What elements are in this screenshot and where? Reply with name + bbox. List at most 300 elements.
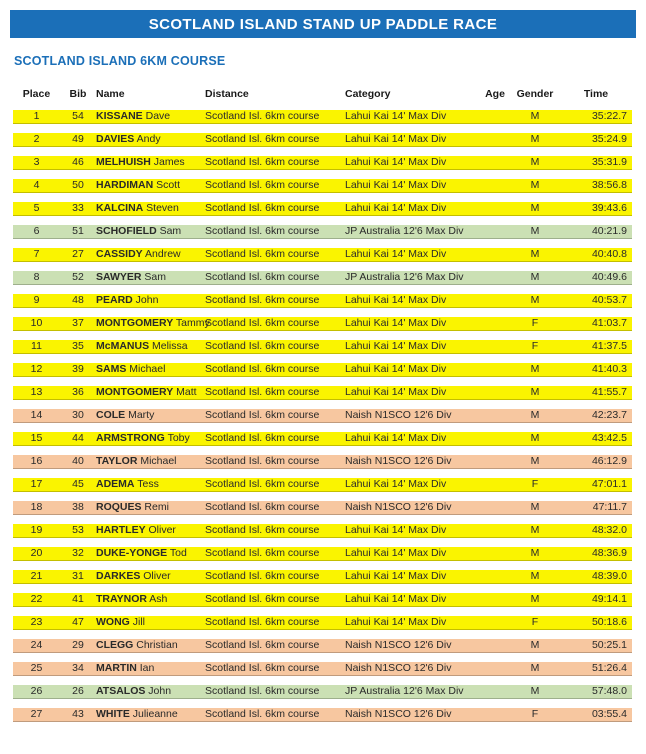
surname: DAVIES — [96, 133, 135, 145]
table-row — [13, 685, 632, 699]
name-cell — [96, 386, 205, 399]
category-cell: Lahui Kai 14' Max Div — [345, 294, 447, 306]
firstname: Tammy — [173, 317, 210, 329]
distance-cell: Scotland Isl. 6km course — [205, 547, 320, 559]
table-row — [13, 179, 632, 193]
distance-cell: Scotland Isl. 6km course — [205, 501, 320, 513]
firstname: Jill — [129, 616, 145, 628]
table-row — [13, 225, 632, 239]
name-cell — [96, 248, 205, 261]
surname: PEARD — [96, 294, 133, 306]
table-row — [13, 593, 632, 607]
bib-cell: 32 — [72, 547, 84, 559]
firstname: Michael — [126, 363, 166, 375]
name-cell — [96, 363, 205, 376]
age-cell — [480, 225, 510, 238]
category-cell: Naish N1SCO 12'6 Div — [345, 708, 452, 720]
place-cell: 21 — [30, 570, 43, 582]
gender-cell: M — [530, 133, 540, 145]
table-row — [13, 616, 632, 630]
firstname: John — [145, 685, 172, 697]
bib-cell: 29 — [72, 639, 84, 651]
gender-cell: M — [530, 685, 540, 697]
category-cell: Lahui Kai 14' Max Div — [345, 478, 447, 490]
name-cell — [96, 455, 205, 468]
firstname: Michael — [137, 455, 177, 467]
place-cell: 22 — [30, 593, 43, 605]
name-cell — [96, 570, 205, 583]
surname: ROQUES — [96, 501, 142, 513]
category-cell: Lahui Kai 14' Max Div — [345, 432, 447, 444]
gender-cell: M — [530, 225, 540, 237]
race-title-bar — [10, 10, 636, 38]
table-row — [13, 294, 632, 308]
firstname: Oliver — [145, 524, 176, 536]
time-cell: 57:48.0 — [591, 685, 627, 697]
place-cell: 18 — [30, 501, 43, 513]
table-row — [13, 133, 632, 147]
surname: WHITE — [96, 708, 130, 720]
surname: McMANUS — [96, 340, 150, 352]
time-cell: 35:24.9 — [591, 133, 627, 145]
name-cell — [96, 271, 205, 284]
time-cell: 42:23.7 — [591, 409, 627, 421]
bib-cell: 26 — [72, 685, 84, 697]
name-cell — [96, 478, 205, 491]
firstname: Tod — [167, 547, 187, 559]
table-row — [13, 363, 632, 377]
bib-cell: 39 — [72, 363, 84, 375]
firstname: Oliver — [140, 570, 171, 582]
time-cell: 48:39.0 — [591, 570, 627, 582]
table-row — [13, 386, 632, 400]
table-row — [13, 662, 632, 676]
place-cell: 15 — [30, 432, 43, 444]
time-cell: 40:21.9 — [591, 225, 627, 237]
gender-cell: M — [530, 179, 540, 191]
gender-cell: M — [530, 271, 540, 283]
name-cell — [96, 225, 205, 238]
table-row — [13, 547, 632, 561]
firstname: Tess — [134, 478, 159, 490]
bib-cell: 36 — [72, 386, 84, 398]
category-cell: Naish N1SCO 12'6 Div — [345, 662, 452, 674]
age-cell — [480, 179, 510, 192]
time-cell: 46:12.9 — [591, 455, 627, 467]
place-cell: 27 — [30, 708, 43, 720]
surname: KALCINA — [96, 202, 144, 214]
name-cell — [96, 501, 205, 514]
column-header-name: Name — [96, 88, 125, 100]
place-cell: 11 — [31, 340, 42, 352]
table-row — [13, 570, 632, 584]
table-row — [13, 524, 632, 538]
bib-cell: 35 — [72, 340, 84, 352]
surname: TAYLOR — [96, 455, 138, 467]
distance-cell: Scotland Isl. 6km course — [205, 156, 320, 168]
bib-cell: 33 — [72, 202, 84, 214]
time-cell: 41:55.7 — [591, 386, 627, 398]
bib-cell: 34 — [72, 662, 84, 674]
name-cell — [96, 317, 210, 330]
gender-cell: M — [530, 409, 540, 421]
distance-cell: Scotland Isl. 6km course — [205, 179, 320, 191]
surname: HARDIMAN — [96, 179, 154, 191]
name-cell — [96, 593, 205, 606]
category-cell: Naish N1SCO 12'6 Div — [345, 455, 452, 467]
table-row — [13, 455, 632, 469]
bib-cell: 45 — [72, 478, 84, 490]
category-cell: Lahui Kai 14' Max Div — [345, 363, 447, 375]
bib-cell: 54 — [72, 110, 84, 122]
distance-cell: Scotland Isl. 6km course — [205, 593, 320, 605]
category-cell: Lahui Kai 14' Max Div — [345, 386, 447, 398]
place-cell: 2 — [33, 133, 40, 145]
firstname: Scott — [153, 179, 181, 191]
table-header-row — [13, 86, 632, 102]
place-cell: 14 — [30, 409, 43, 421]
firstname: Marty — [125, 409, 155, 421]
firstname: Sam — [141, 271, 167, 283]
distance-cell: Scotland Isl. 6km course — [205, 340, 320, 352]
distance-cell: Scotland Isl. 6km course — [205, 386, 320, 398]
table-row — [13, 708, 632, 722]
place-cell: 17 — [30, 478, 43, 490]
bib-cell: 27 — [72, 248, 84, 260]
column-header-distance: Distance — [205, 88, 249, 100]
bib-cell: 53 — [72, 524, 84, 536]
time-cell: 03:55.4 — [591, 708, 627, 720]
gender-cell: M — [530, 363, 540, 375]
age-cell — [480, 409, 510, 422]
bib-cell: 37 — [72, 317, 84, 329]
gender-cell: M — [530, 432, 540, 444]
firstname: Andy — [134, 133, 161, 145]
table-row — [13, 409, 632, 423]
surname: ARMSTRONG — [96, 432, 165, 444]
bib-cell: 49 — [72, 133, 84, 145]
place-cell: 26 — [30, 685, 43, 697]
gender-cell: F — [531, 478, 539, 490]
time-cell: 50:25.1 — [591, 639, 627, 651]
age-cell — [480, 340, 510, 353]
time-cell: 50:18.6 — [591, 616, 627, 628]
age-cell — [480, 248, 510, 261]
column-header-category: Category — [345, 88, 391, 100]
time-cell: 48:36.9 — [591, 547, 627, 559]
age-cell — [480, 317, 510, 330]
age-cell — [480, 432, 510, 445]
distance-cell: Scotland Isl. 6km course — [205, 409, 320, 421]
column-header-bib: Bib — [69, 88, 87, 100]
distance-cell: Scotland Isl. 6km course — [205, 685, 320, 697]
name-cell — [96, 340, 205, 353]
gender-cell: F — [531, 340, 539, 352]
name-cell — [96, 202, 205, 215]
gender-cell: M — [530, 547, 540, 559]
surname: MARTIN — [96, 662, 137, 674]
table-row — [13, 317, 632, 331]
category-cell: Naish N1SCO 12'6 Div — [345, 409, 452, 421]
category-cell: Lahui Kai 14' Max Div — [345, 547, 447, 559]
time-cell: 40:49.6 — [591, 271, 627, 283]
table-row — [13, 478, 632, 492]
category-cell: Lahui Kai 14' Max Div — [345, 133, 447, 145]
age-cell — [480, 294, 510, 307]
bib-cell: 30 — [72, 409, 84, 421]
place-cell: 20 — [30, 547, 43, 559]
time-cell: 39:43.6 — [591, 202, 627, 214]
column-header-place: Place — [22, 88, 51, 100]
place-cell: 25 — [30, 662, 43, 674]
bib-cell: 43 — [72, 708, 84, 720]
category-cell: Lahui Kai 14' Max Div — [345, 317, 447, 329]
place-cell: 16 — [30, 455, 43, 467]
distance-cell: Scotland Isl. 6km course — [205, 110, 320, 122]
gender-cell: M — [530, 455, 540, 467]
category-cell: JP Australia 12'6 Max Div — [345, 271, 464, 283]
column-header-age: Age — [485, 88, 505, 100]
gender-cell: M — [530, 156, 540, 168]
time-cell: 43:42.5 — [591, 432, 627, 444]
category-cell: Lahui Kai 14' Max Div — [345, 179, 447, 191]
distance-cell: Scotland Isl. 6km course — [205, 363, 320, 375]
surname: WONG — [96, 616, 130, 628]
category-cell: Lahui Kai 14' Max Div — [345, 110, 447, 122]
name-cell — [96, 156, 205, 169]
distance-cell: Scotland Isl. 6km course — [205, 248, 320, 260]
time-cell: 40:40.8 — [591, 248, 627, 260]
surname: SAWYER — [96, 271, 142, 283]
gender-cell: M — [530, 501, 540, 513]
place-cell: 7 — [33, 248, 40, 260]
firstname: Andrew — [142, 248, 181, 260]
time-cell: 35:31.9 — [591, 156, 627, 168]
table-body — [13, 110, 632, 722]
distance-cell: Scotland Isl. 6km course — [205, 294, 320, 306]
name-cell — [96, 133, 205, 146]
surname: CASSIDY — [96, 248, 143, 260]
category-cell: JP Australia 12'6 Max Div — [345, 685, 464, 697]
place-cell: 24 — [30, 639, 43, 651]
place-cell: 10 — [30, 317, 43, 329]
age-cell — [480, 501, 510, 514]
surname: ATSALOS — [96, 685, 146, 697]
place-cell: 4 — [33, 179, 40, 191]
name-cell — [96, 294, 205, 307]
age-cell — [480, 110, 510, 123]
results-table — [13, 86, 632, 731]
bib-cell: 38 — [72, 501, 84, 513]
table-row — [13, 202, 632, 216]
surname: KISSANE — [96, 110, 143, 122]
bib-cell: 51 — [72, 225, 84, 237]
age-cell — [480, 662, 510, 675]
place-cell: 1 — [33, 110, 40, 122]
distance-cell: Scotland Isl. 6km course — [205, 639, 320, 651]
name-cell — [96, 524, 205, 537]
distance-cell: Scotland Isl. 6km course — [205, 616, 320, 628]
distance-cell: Scotland Isl. 6km course — [205, 202, 320, 214]
firstname: Christian — [133, 639, 178, 651]
distance-cell: Scotland Isl. 6km course — [205, 133, 320, 145]
firstname: Remi — [141, 501, 169, 513]
category-cell: Lahui Kai 14' Max Div — [345, 340, 447, 352]
time-cell: 49:14.1 — [591, 593, 627, 605]
surname: COLE — [96, 409, 126, 421]
place-cell: 9 — [33, 294, 40, 306]
course-subtitle: SCOTLAND ISLAND 6KM COURSE — [14, 54, 226, 68]
category-cell: Lahui Kai 14' Max Div — [345, 156, 447, 168]
age-cell — [480, 156, 510, 169]
firstname: Julieanne — [129, 708, 178, 720]
time-cell: 41:40.3 — [591, 363, 627, 375]
age-cell — [480, 616, 510, 629]
name-cell — [96, 409, 205, 422]
table-row — [13, 248, 632, 262]
time-cell: 41:03.7 — [591, 317, 627, 329]
age-cell — [480, 133, 510, 146]
gender-cell: M — [530, 570, 540, 582]
distance-cell: Scotland Isl. 6km course — [205, 455, 320, 467]
category-cell: Lahui Kai 14' Max Div — [345, 202, 447, 214]
age-cell — [480, 685, 510, 698]
name-cell — [96, 547, 205, 560]
table-row — [13, 432, 632, 446]
bib-cell: 52 — [72, 271, 84, 283]
category-cell: JP Australia 12'6 Max Div — [345, 225, 464, 237]
age-cell — [480, 363, 510, 376]
name-cell — [96, 616, 205, 629]
bib-cell: 44 — [72, 432, 84, 444]
time-cell: 38:56.8 — [591, 179, 627, 191]
age-cell — [480, 547, 510, 560]
name-cell — [96, 110, 205, 123]
firstname: John — [132, 294, 159, 306]
category-cell: Lahui Kai 14' Max Div — [345, 248, 447, 260]
firstname: Sam — [156, 225, 182, 237]
bib-cell: 47 — [72, 616, 84, 628]
category-cell: Naish N1SCO 12'6 Div — [345, 501, 452, 513]
surname: CLEGG — [96, 639, 134, 651]
firstname: Ash — [146, 593, 168, 605]
firstname: Melissa — [149, 340, 188, 352]
distance-cell: Scotland Isl. 6km course — [205, 225, 320, 237]
distance-cell: Scotland Isl. 6km course — [205, 317, 320, 329]
gender-cell: F — [531, 708, 539, 720]
firstname: Matt — [173, 386, 197, 398]
age-cell — [480, 455, 510, 468]
gender-cell: M — [530, 639, 540, 651]
age-cell — [480, 708, 510, 721]
distance-cell: Scotland Isl. 6km course — [205, 662, 320, 674]
surname: HARTLEY — [96, 524, 146, 536]
gender-cell: M — [530, 386, 540, 398]
place-cell: 8 — [33, 271, 40, 283]
surname: MELHUISH — [96, 156, 151, 168]
gender-cell: M — [530, 248, 540, 260]
age-cell — [480, 202, 510, 215]
age-cell — [480, 593, 510, 606]
age-cell — [480, 386, 510, 399]
firstname: James — [150, 156, 185, 168]
time-cell: 47:01.1 — [591, 478, 627, 490]
age-cell — [480, 570, 510, 583]
table-row — [13, 110, 632, 124]
name-cell — [96, 685, 205, 698]
time-cell: 51:26.4 — [591, 662, 627, 674]
surname: ADEMA — [96, 478, 135, 490]
bib-cell: 31 — [72, 570, 84, 582]
firstname: Ian — [136, 662, 155, 674]
gender-cell: M — [530, 202, 540, 214]
bib-cell: 48 — [72, 294, 84, 306]
surname: DUKE-YONGE — [96, 547, 168, 559]
bib-cell: 50 — [72, 179, 84, 191]
firstname: Steven — [143, 202, 179, 214]
category-cell: Lahui Kai 14' Max Div — [345, 524, 447, 536]
time-cell: 35:22.7 — [591, 110, 627, 122]
gender-cell: F — [531, 616, 539, 628]
column-header-time: Time — [583, 88, 609, 100]
gender-cell: M — [530, 662, 540, 674]
column-header-gender: Gender — [516, 88, 554, 100]
name-cell — [96, 639, 205, 652]
name-cell — [96, 708, 205, 721]
time-cell: 48:32.0 — [591, 524, 627, 536]
age-cell — [480, 639, 510, 652]
firstname: Toby — [164, 432, 190, 444]
table-row — [13, 639, 632, 653]
surname: SCHOFIELD — [96, 225, 157, 237]
place-cell: 12 — [30, 363, 43, 375]
category-cell: Lahui Kai 14' Max Div — [345, 616, 447, 628]
time-cell: 47:11.7 — [592, 501, 627, 513]
surname: DARKES — [96, 570, 141, 582]
surname: MONTGOMERY — [96, 386, 174, 398]
surname: TRAYNOR — [96, 593, 147, 605]
name-cell — [96, 662, 205, 675]
category-cell: Lahui Kai 14' Max Div — [345, 570, 447, 582]
firstname: Dave — [142, 110, 171, 122]
name-cell — [96, 432, 205, 445]
name-cell — [96, 179, 205, 192]
surname: MONTGOMERY — [96, 317, 174, 329]
place-cell: 5 — [33, 202, 40, 214]
gender-cell: M — [530, 110, 540, 122]
place-cell: 23 — [30, 616, 43, 628]
age-cell — [480, 478, 510, 491]
distance-cell: Scotland Isl. 6km course — [205, 708, 320, 720]
bib-cell: 40 — [72, 455, 84, 467]
category-cell: Naish N1SCO 12'6 Div — [345, 639, 452, 651]
distance-cell: Scotland Isl. 6km course — [205, 478, 320, 490]
time-cell: 41:37.5 — [591, 340, 627, 352]
category-cell: Lahui Kai 14' Max Div — [345, 593, 447, 605]
distance-cell: Scotland Isl. 6km course — [205, 524, 320, 536]
race-title: SCOTLAND ISLAND STAND UP PADDLE RACE — [148, 15, 498, 33]
place-cell: 6 — [33, 225, 40, 237]
bib-cell: 46 — [72, 156, 84, 168]
gender-cell: M — [530, 524, 540, 536]
gender-cell: M — [530, 294, 540, 306]
place-cell: 3 — [33, 156, 40, 168]
distance-cell: Scotland Isl. 6km course — [205, 432, 320, 444]
gender-cell: M — [530, 593, 540, 605]
surname: SAMS — [96, 363, 127, 375]
place-cell: 19 — [30, 524, 43, 536]
time-cell: 40:53.7 — [591, 294, 627, 306]
